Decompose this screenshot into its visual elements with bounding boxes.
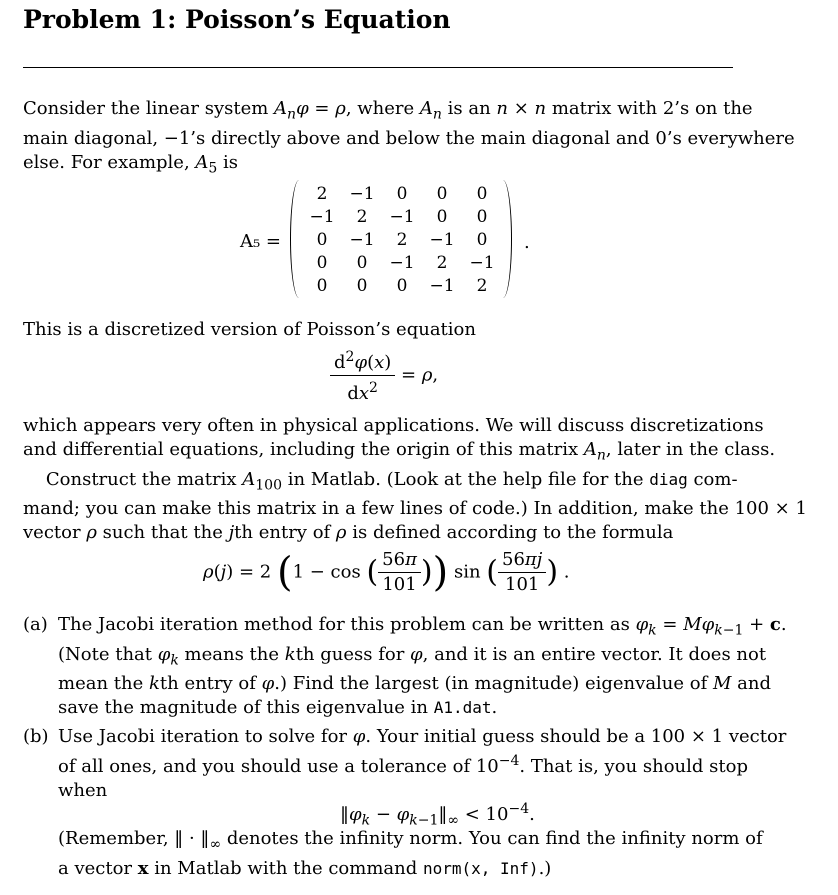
matrix-cell: 0 [356,276,368,296]
matrix-cell: −1 [469,253,495,273]
matrix-cell: 2 [396,230,408,250]
matrix-cell: −1 [389,253,415,273]
title-divider [23,67,733,68]
matrix-cell: 2 [316,184,328,204]
matrix-cell: −1 [349,230,375,250]
intro-paragraph: Consider the linear system $A_n\varphi = \rho$, where $A_n$ is an n × n matrix with 2’s on the main diagonal, −1’s directly above and below the main diagonal and 0’s everywhere else. For example, $A_5$ is [23,98,795,177]
matrix-cell: 2 [356,207,368,227]
matrix-cell: 0 [476,184,488,204]
matrix-cell: −1 [429,276,455,296]
poisson-intro: This is a discretized version of Poisson’s equation [23,319,476,340]
matrix-cell: 0 [436,207,448,227]
part-b-remember: (Remember, ‖ · $‖_\infty$ denotes the infinity norm. You can find the infinity norm of a vector x in Matlab with the command norm(x, Inf).) [58,828,763,879]
matrix-cell: 0 [476,230,488,250]
matrix-cell: −1 [429,230,455,250]
matrix-cell: 0 [396,184,408,204]
matrix-end-punct: . [524,232,530,253]
stopping-criterion: $‖\varphi_k$ − $\varphi_{k-1}‖_\infty < 10^{-4}$. [340,801,535,829]
matrix-cell: −1 [349,184,375,204]
right-paren [497,180,512,298]
matrix-grid [302,182,502,297]
applications-paragraph: which appears very often in physical applications. We will discuss discretizations and differential equations, including the origin of this matrix $A_n$, later in the class. Construct the matrix $A_{100}$ in Matlab. (Look at the help file for the diag com- mand; you can make this matrix in a few lines of code.) In addition, make the 100 × 1 vector ρ such that the jth entry of ρ is defined according to the formula [23,415,807,544]
matrix-cell: 0 [316,276,328,296]
second-derivative-fraction: $\frac{d^2\varphi(x)}{dx^2}$ [330,345,395,406]
matrix-cell: 0 [396,276,408,296]
matrix-cell: −1 [309,207,335,227]
matrix-a5 [290,180,512,302]
part-a-text: The Jacobi iteration method for this problem can be written as $\varphi_k = M\varphi_{k-1} + c$. (Note that $\varphi_k$ means the kth guess for φ, and it is an entire vector. It does not mean the kth entry of φ.) Find the largest (in magnitude) eigenvalue of M and save the magnitude of this eigenvalue in A1.dat. [58,614,787,719]
matrix-cell: 2 [476,276,488,296]
matrix-label: A₅ = [240,231,282,252]
matrix-cell: 0 [436,184,448,204]
matrix-cell: 0 [476,207,488,227]
rho-formula: ρ(j) = 2 (1 − cos ( $\frac{56\pi}{101}$ )) sin ( $\frac{56\pi j}{101}$ ) . [203,549,570,596]
poisson-equation: $\frac{d^2\varphi(x)}{dx^2}$ = ρ, [330,345,438,406]
part-b-text: Use Jacobi iteration to solve for φ. Your initial guess should be a 100 × 1 vector of all ones, and you should use a tolerance of $10^{-4}$. That is, you should stop when [58,726,787,801]
part-a-label: (a) [23,614,48,635]
page-title: Problem 1: Poisson’s Equation [23,5,451,34]
matrix-cell: 0 [316,230,328,250]
matrix-cell: −1 [389,207,415,227]
part-b-label: (b) [23,726,49,747]
matrix-cell: 0 [356,253,368,273]
matrix-cell: 0 [316,253,328,273]
matrix-cell: 2 [436,253,448,273]
